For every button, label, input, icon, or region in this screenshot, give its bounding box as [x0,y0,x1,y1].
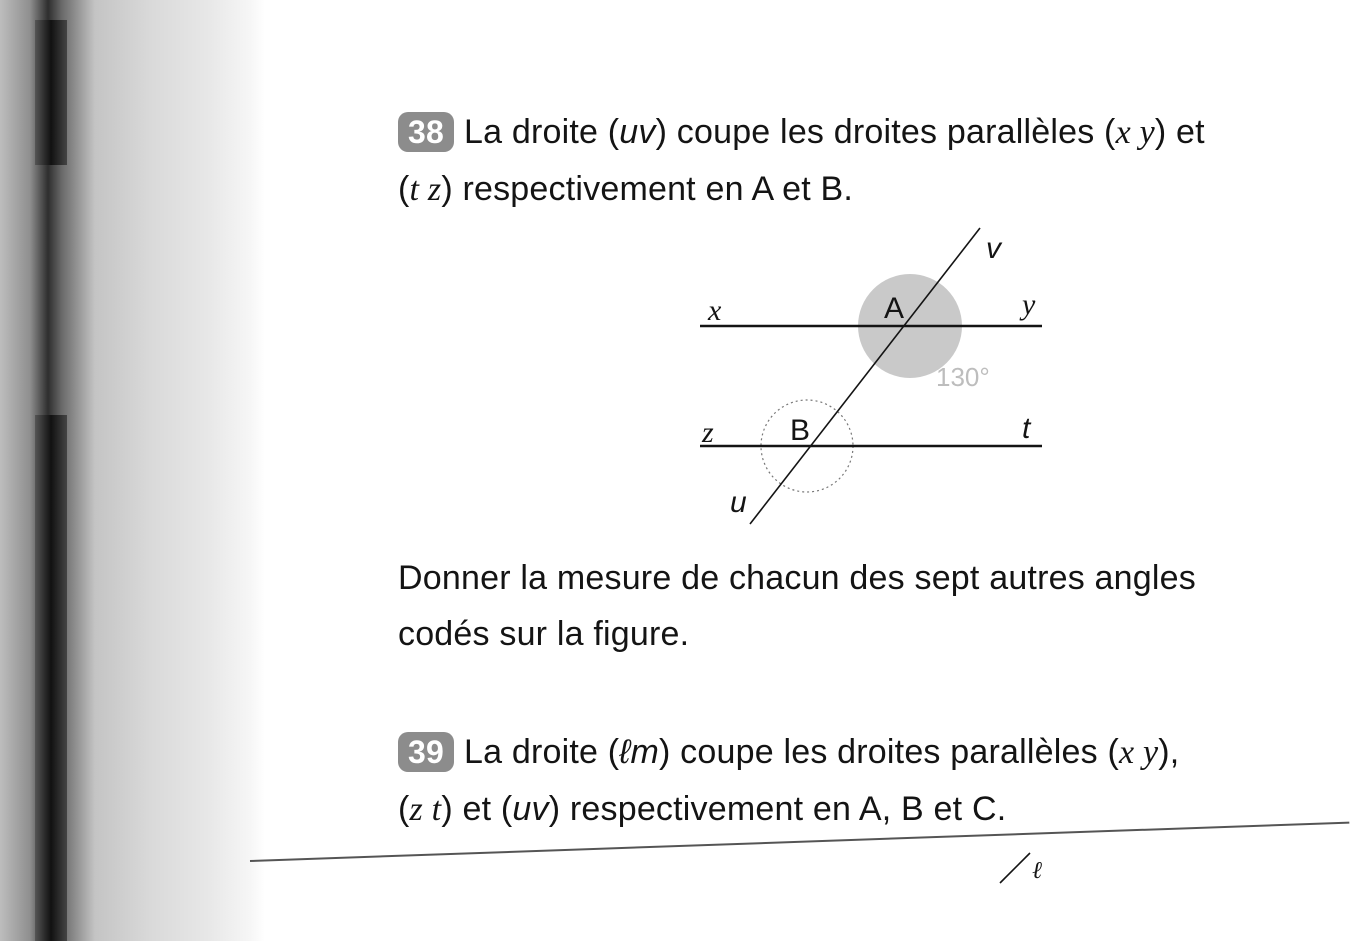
exercise-38 [398,104,1348,218]
ex38-question-line1: Donner la mesure de chacun des sept autres angles [398,559,1196,597]
label-x: x [708,294,722,327]
label-angle-130: 130° [936,362,990,392]
book-gutter [0,0,265,941]
parallel-lines-figure [690,228,1060,528]
ex38-line1-pre: La droite ( [464,113,620,151]
ex39-line1-mid: ) coupe les droites parallèles ( [659,733,1119,771]
label-y: y [1022,288,1036,321]
ex38-line-uv: uv [619,113,656,151]
label-A: A [884,292,905,325]
ex39-line-uv: uv [512,790,549,828]
label-z: z [702,416,714,449]
exercise-38-number: 38 [398,112,454,152]
ex39-line1-post: ), [1158,733,1180,771]
ex39-line2-post: ) respectivement en A, B et C. [548,790,1007,828]
label-t: t [1022,412,1031,445]
gutter-shadow-top [35,20,67,165]
ex39-line-lm: ℓm [619,733,660,771]
ex38-line-xy: x y [1115,114,1155,151]
exercise-39 [398,724,1348,838]
exercise-38-question [398,550,1348,662]
ex39-line1-pre: La droite ( [464,733,620,771]
ex38-line1-post: ) et [1154,113,1205,151]
gutter-shadow-bottom [35,415,67,941]
partial-figure-39 [990,848,1060,888]
ex38-line1-mid: ) coupe les droites parallèles ( [655,113,1116,151]
ex38-question-line2: codés sur la figure. [398,615,690,653]
ex39-line2-open: ( [398,790,410,828]
exercise-39-number: 39 [398,732,454,772]
label-u: u [730,486,747,519]
ex38-line2-post: ) respectivement en A et B. [441,170,854,208]
label-v: v [986,232,1001,265]
partial-label-l: ℓ [1032,858,1042,884]
ex38-line2-open: ( [398,170,410,208]
ex39-line-zt: z t [409,791,442,828]
label-B: B [790,414,811,447]
ex39-line-xy: x y [1118,734,1159,771]
figure-svg [690,228,1060,528]
partial-line-lm [1000,853,1030,883]
ex39-line2-mid: ) et ( [441,790,513,828]
ex38-line-tz: t z [409,171,442,208]
